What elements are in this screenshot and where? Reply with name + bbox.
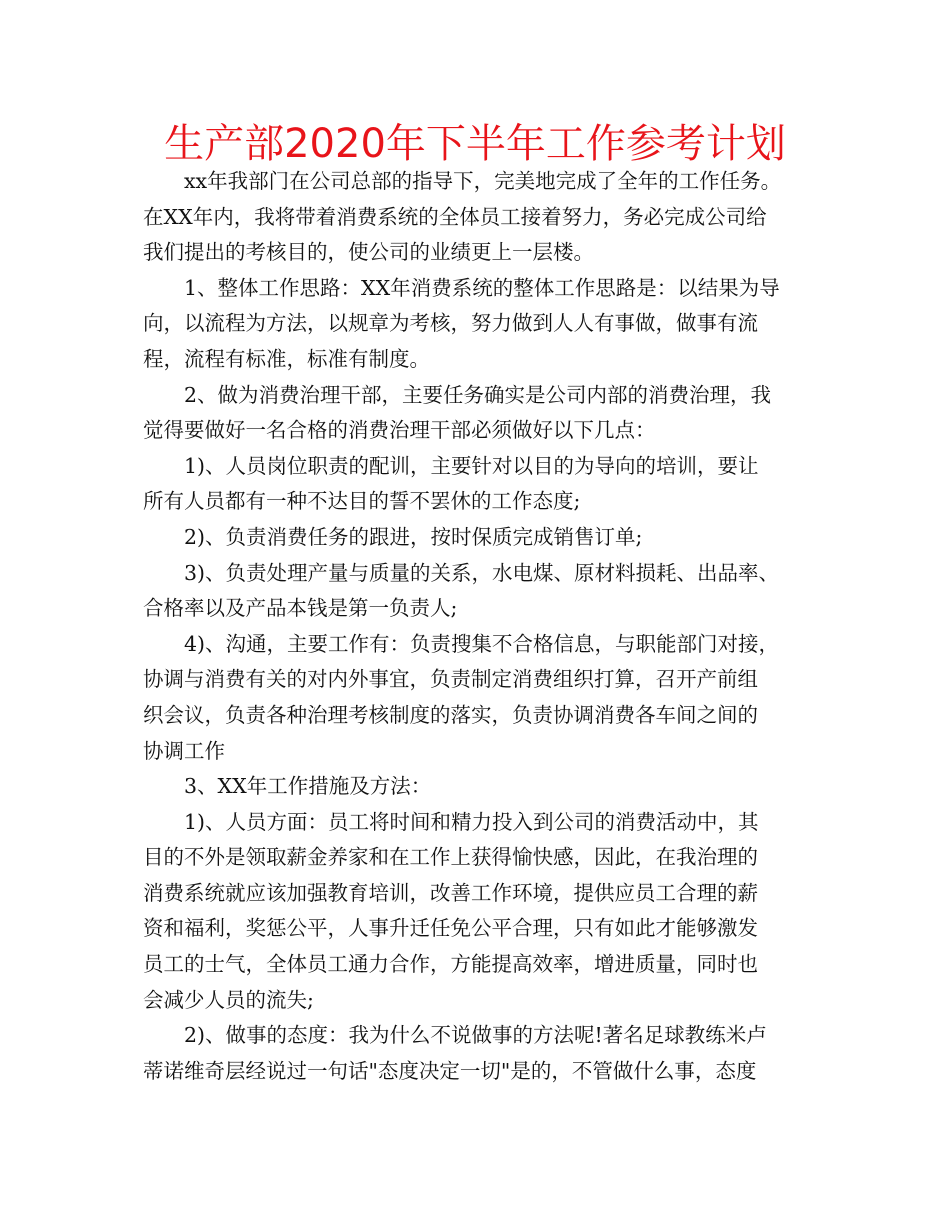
body-text-line: 1)、人员方面：员工将时间和精力投入到公司的消费活动中，其	[184, 809, 759, 834]
body-text-line: 目的不外是领取薪金养家和在工作上获得愉快感，因此，在我治理的	[143, 845, 758, 870]
body-text-line: 1、整体工作思路：XX年消费系统的整体工作思路是：以结果为导	[184, 275, 780, 300]
body-text-line: 2)、负责消费任务的跟进，按时保质完成销售订单;	[184, 524, 643, 549]
body-text-line: 资和福利，奖惩公平，人事升迁任免公平合理，只有如此才能够激发	[143, 916, 758, 941]
body-text-line: 3、XX年工作措施及方法：	[184, 774, 432, 799]
body-text-line: 织会议，负责各种治理考核制度的落实，负责协调消费各车间之间的	[143, 702, 758, 727]
body-text-line: 2)、做事的态度：我为什么不说做事的方法呢!著名足球教练米卢	[184, 1023, 767, 1048]
body-text-line: 所有人员都有一种不达目的誓不罢休的工作态度;	[143, 489, 581, 514]
body-text-line: 在XX年内，我将带着消费系统的全体员工接着努力，务必完成公司给	[143, 204, 767, 229]
body-text-line: 我们提出的考核目的，使公司的业绩更上一层楼。	[143, 240, 594, 265]
body-text-line: 4)、沟通，主要工作有：负责搜集不合格信息，与职能部门对接，	[184, 631, 780, 656]
body-text-line: 协调工作	[143, 738, 225, 763]
body-text-line: 会减少人员的流失;	[143, 987, 314, 1012]
document-body	[143, 164, 818, 1089]
body-text-line: 3)、负责处理产量与质量的关系，水电煤、原材料损耗、出品率、	[184, 560, 780, 585]
body-text-line: xx年我部门在公司总部的指导下，完美地完成了全年的工作任务。	[184, 169, 782, 193]
body-text-line: 蒂诺维奇层经说过一句话"态度决定一切"是的，不管做什么事，态度	[143, 1058, 757, 1083]
body-text-line: 1)、人员岗位职责的配训，主要针对以目的为导向的培训，要让	[184, 453, 759, 478]
body-text-line: 2、做为消费治理干部，主要任务确实是公司内部的消费治理，我	[184, 382, 772, 407]
body-text-line: 协调与消费有关的对内外事宜，负责制定消费组织打算，召开产前组	[143, 667, 758, 692]
body-text-line: 消费系统就应该加强教育培训，改善工作环境，提供应员工合理的薪	[143, 880, 758, 905]
body-text-line: 合格率以及产品本钱是第一负责人;	[143, 596, 458, 621]
body-text-line: 觉得要做好一名合格的消费治理干部必须做好以下几点：	[143, 418, 656, 443]
body-text-line: 员工的士气，全体员工通力合作，方能提高效率，增进质量，同时也	[143, 952, 758, 977]
document-title: 生产部2020年下半年工作参考计划	[164, 121, 786, 167]
body-text-line: 程，流程有标准，标准有制度。	[143, 346, 430, 371]
body-text-line: 向，以流程为方法，以规章为考核，努力做到人人有事做，做事有流	[143, 311, 758, 336]
